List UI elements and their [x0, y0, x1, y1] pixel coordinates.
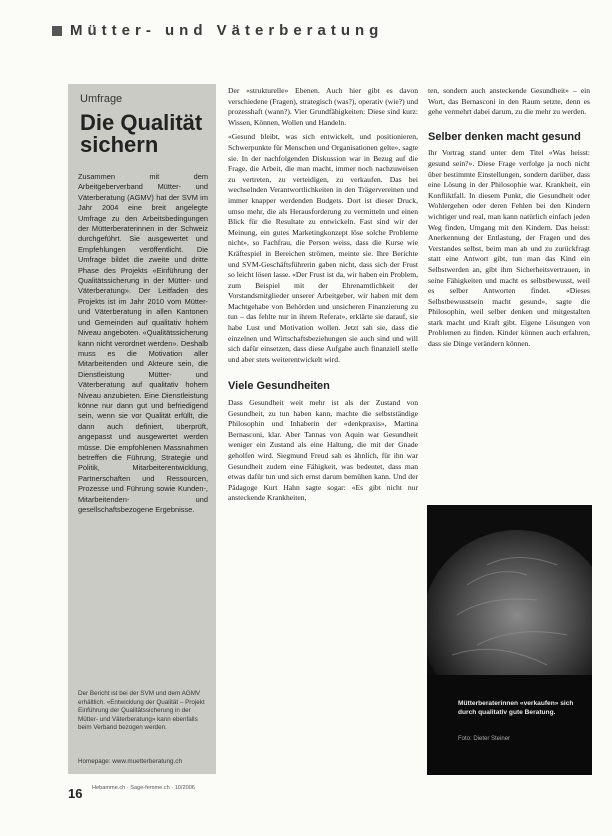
photo-child [427, 505, 592, 775]
article-column-2 [228, 86, 418, 504]
sidebar-footnote: Der Bericht ist bei der SVM und dem AGMV erhältlich. «Entwicklung der Qualität – Projekt Einführung der Qualitätssicherung in der Mütter- und Väterberatung» kann ebenfalls beim Verband bezogen werden. [78, 690, 205, 732]
col3-body2: Ihr Vortrag stand unter dem Titel «Was heisst: gesund sein?». Diese Frage verfolge ja noch nicht über bestimmte Einstellungen, sondern darüber, dass eine Lösung in der Philosophie war. Krankheit, ein Konfliktfall. In diesem Punkt, die Gesundheit oder Wohlergehen oder deren Fehlen bei den Kindern wichtiger und real, man kann natürlich einfach jeden Weg finden, Umgang mit den Kindern. Das heisst: Anerkennung der Entlastung, der Fragen und des Verstandes selbst, beim man ab und zu zurückfragt statt eine Antwort gibt, tun man das Kind ein Selbstwerden an, gibt ihm Sicherheitsvertrauen, in seine Fähigkeiten und macht es selbstbewusst, weil es selber Antworten findet. «Dieses Selbstbewusstsein macht gesund», sagte die Philosophin, weil selber denken und mitgestalten stark macht und Kraft gibt. Eigene Lösungen von Problemen zu finden. Kinder können auch erfahren, dass sie Dinge verändern können. [428, 148, 590, 349]
article-column-3 [428, 86, 590, 350]
sidebar-homepage: Homepage: www.muetterberatung.ch [78, 758, 182, 765]
section-header [52, 22, 383, 39]
photo-caption: Mütterberaterinnen «verkaufen» sich durch qualitativ gute Beratung. [458, 700, 574, 716]
section-title: Mütter- und Väterberatung [70, 22, 384, 39]
sidebar-body: Zusammen mit dem Arbeitgeberverband Mütter- und Väterberatung (AGMV) hat der SVM im Jahr 2004 eine breit angelegte Umfrage zu den Arbeitsbedingungen der Mütterberaterinnen in der Schweiz durchgeführt. Sie ausgewertet und Empfehlungen veröffentlicht. Die Umfrage bildet die zweite und dritte Phase des Projekts «Einführung der Qualitätssicherung in der Mütter- und Väterberatung». Der Leitfaden des Projekts ist im Jahr 2010 vom Mütter- und Väterberatung in allen Kantonen und Gemeinden auf qualitativ hohem Niveau angeboten. «Qualitätssicherung kann nicht verordnet werden». Deshalb muss es die Motivation aller Mitarbeitenden und Akteure sein, die Dienstleistung Mütter- und Väterberatung auf qualitativ hohem Niveau anzubieten. Eine Dienstleistung könne nur dann gut und befriedigend sein, wenn sie vor Qualität erfüllt, die dann auch definiert, überprüft, angepasst und ausgewertet werden müsse. Die empfohlenen Massnahmen betreffen die Führung, Strategie und Politik, Mitarbeiterentwicklung, Partnerschaften und Ressourcen, Prozesse und Führung sowie Kunden-, Mitarbeitenden- und gesellschaftsbezogene Ergebnisse. [78, 172, 208, 514]
section-square-icon [52, 26, 62, 36]
child-hair-illustration [427, 505, 592, 775]
page-number: 16 [68, 786, 83, 801]
col2-body: «Gesund bleibt, was sich entwickelt, und positionieren, Schwerpunkte für Menschen und Organisationen gelte», sagte sie. In der nachfolgenden Diskussion war in Bezug auf die Frage, die Arbeit, die man macht, immer noch nachzuweisen zu vertreten, zu verteidigen, zu verkaufen. Das bei wechselnden Verantwortlichkeiten in den Trägervereinen und immer knapper werdenden Budgets. Dort ist dieser Druck, umso mehr, die als Herausforderung zu vermitteln und einen Blick für die Resultate zu entwickeln. Fast sind wir der Meinung, ein gutes Marketingkonzept löse solche Probleme nicht», so Fachfrau, die Person weiss, dass die Kurse wie Kräftespiel in Bereichen strömen, meinte sie. Ihre Berichte und SVM-Geschäftsführerin gaben nicht, dass sich der Frust so leicht lösen lasse. «Der Frust ist da, wir haben ein Problem, zum Beispiel mit der Ehrenamtlichkeit der Vorstandsmitglieder unserer Arbeitgeber, wir haben mit dem Machtgehabe von Behörden und unsicheren Finanzierung zu tun – das fehlte nur in ihrem Referat», erklärte sie darauf, sie habe Lust und Motivation wollen. Jetzt sah sie, dass die einzelnen und Wirtschaftsbeziehungen sie auch sind und will sich dafür einsetzen, dass diese Aufgabe auch finanziell stelle und aber stets weiterentwickelt wird. [228, 132, 418, 364]
subheading-selber-denken: Selber denken macht gesund [428, 130, 581, 143]
col2-body2: Dass Gesundheit weit mehr ist als der Zustand von Gesundheit, zu tun haben kann, machte die selbstständige Philosophin und Inhaberin der «denkpraxis», Martina Bernasconi, klar. Aber Tannas von Aquin war Gesundheit weniger ein Zustand als eine Haltung, die mit der Gnade geholfen wird. Siegmund Freud sah es ähnlich, für ihn war Gesundheit zudem eine Fähigkeit, was bedeutet, dass man etwas dafür tun und sich ernst darum bemühen kann. Und der Pädagoge Kurt Hahn sagte sogar: «Es gibt nicht nur ansteckende Krankheiten, [228, 398, 418, 503]
subheading-viele-gesundheiten: Viele Gesundheiten [228, 380, 330, 393]
sidebar-kicker: Umfrage [80, 93, 123, 105]
col2-intro: Der «strukturelle» Ebenen. Auch hier gibt es davon verschiedene (Fragen), strategisch (was?), operativ (wie?) und prozesshaft (wann?). Vier Grundfähigkeiten: Diese sind kurz: Wissen, Können, Wollen und Handeln. [228, 86, 418, 127]
col3-body: ten, sondern auch ansteckende Gesundheit» – ein Wort, das Bernasconi in den Raum setzte, denn es gehe vermehrt dabei darum, zu die mehr zu werden. [428, 86, 590, 117]
sidebar-title: Die Qualität sichern [80, 110, 203, 157]
publication-info: Hebamme.ch · Sage-femme.ch · 10/2006 [92, 785, 195, 791]
photo-credit: Foto: Dieter Steiner [458, 736, 511, 742]
